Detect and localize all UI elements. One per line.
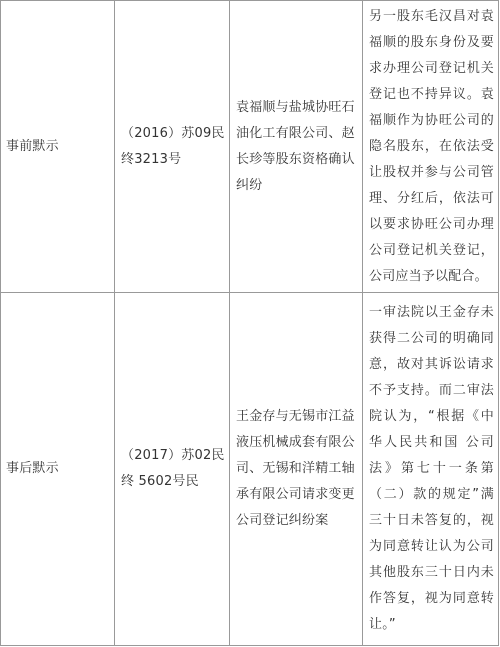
reasoning-cell — [363, 293, 499, 646]
consent-type-cell — [1, 1, 115, 293]
case-number-cell — [115, 293, 230, 646]
consent-type-text: 事后默示 — [6, 461, 59, 477]
case-name-text: 王金存与无锡市江益液压机械成套有限公司、无锡和洋精工轴承有限公司请求变更公司登记纠纷案 — [236, 409, 355, 529]
table-row — [1, 293, 499, 646]
consent-type-cell — [1, 293, 115, 646]
reasoning-cell — [363, 1, 499, 293]
table-row — [1, 1, 499, 293]
case-name-cell — [230, 293, 363, 646]
reasoning-text: 一审法院以王金存未获得二公司的明确同意，故对其诉讼请求不予支持。而二审法院认为，“根据《中华人民共和国 公司法》第七十一条第（二）款的规定”满三十日未答复的，视为同意转让认为公司其他股东三十日内未作答复，视为同意转让。” — [369, 305, 494, 633]
case-name-cell — [230, 1, 363, 293]
case-number-text: （2017）苏02民终 5602号民 — [121, 448, 225, 490]
reasoning-text: 另一股东毛汉昌对袁福顺的股东身份及要求办理公司登记机关登记也不持异议。袁福顺作为协旺公司的隐名股东，在依法受让股权并参与公司管理、分红后，依法可以要求协旺公司办理公司登记机关登记，公司应当予以配合。 — [369, 8, 494, 284]
consent-type-text: 事前默示 — [6, 138, 59, 154]
case-name-text: 袁福顺与盐城协旺石油化工有限公司、赵长珍等股东资格确认纠纷 — [236, 99, 355, 193]
case-number-cell — [115, 1, 230, 293]
case-number-text: （2016）苏09民终3213号 — [121, 125, 225, 167]
